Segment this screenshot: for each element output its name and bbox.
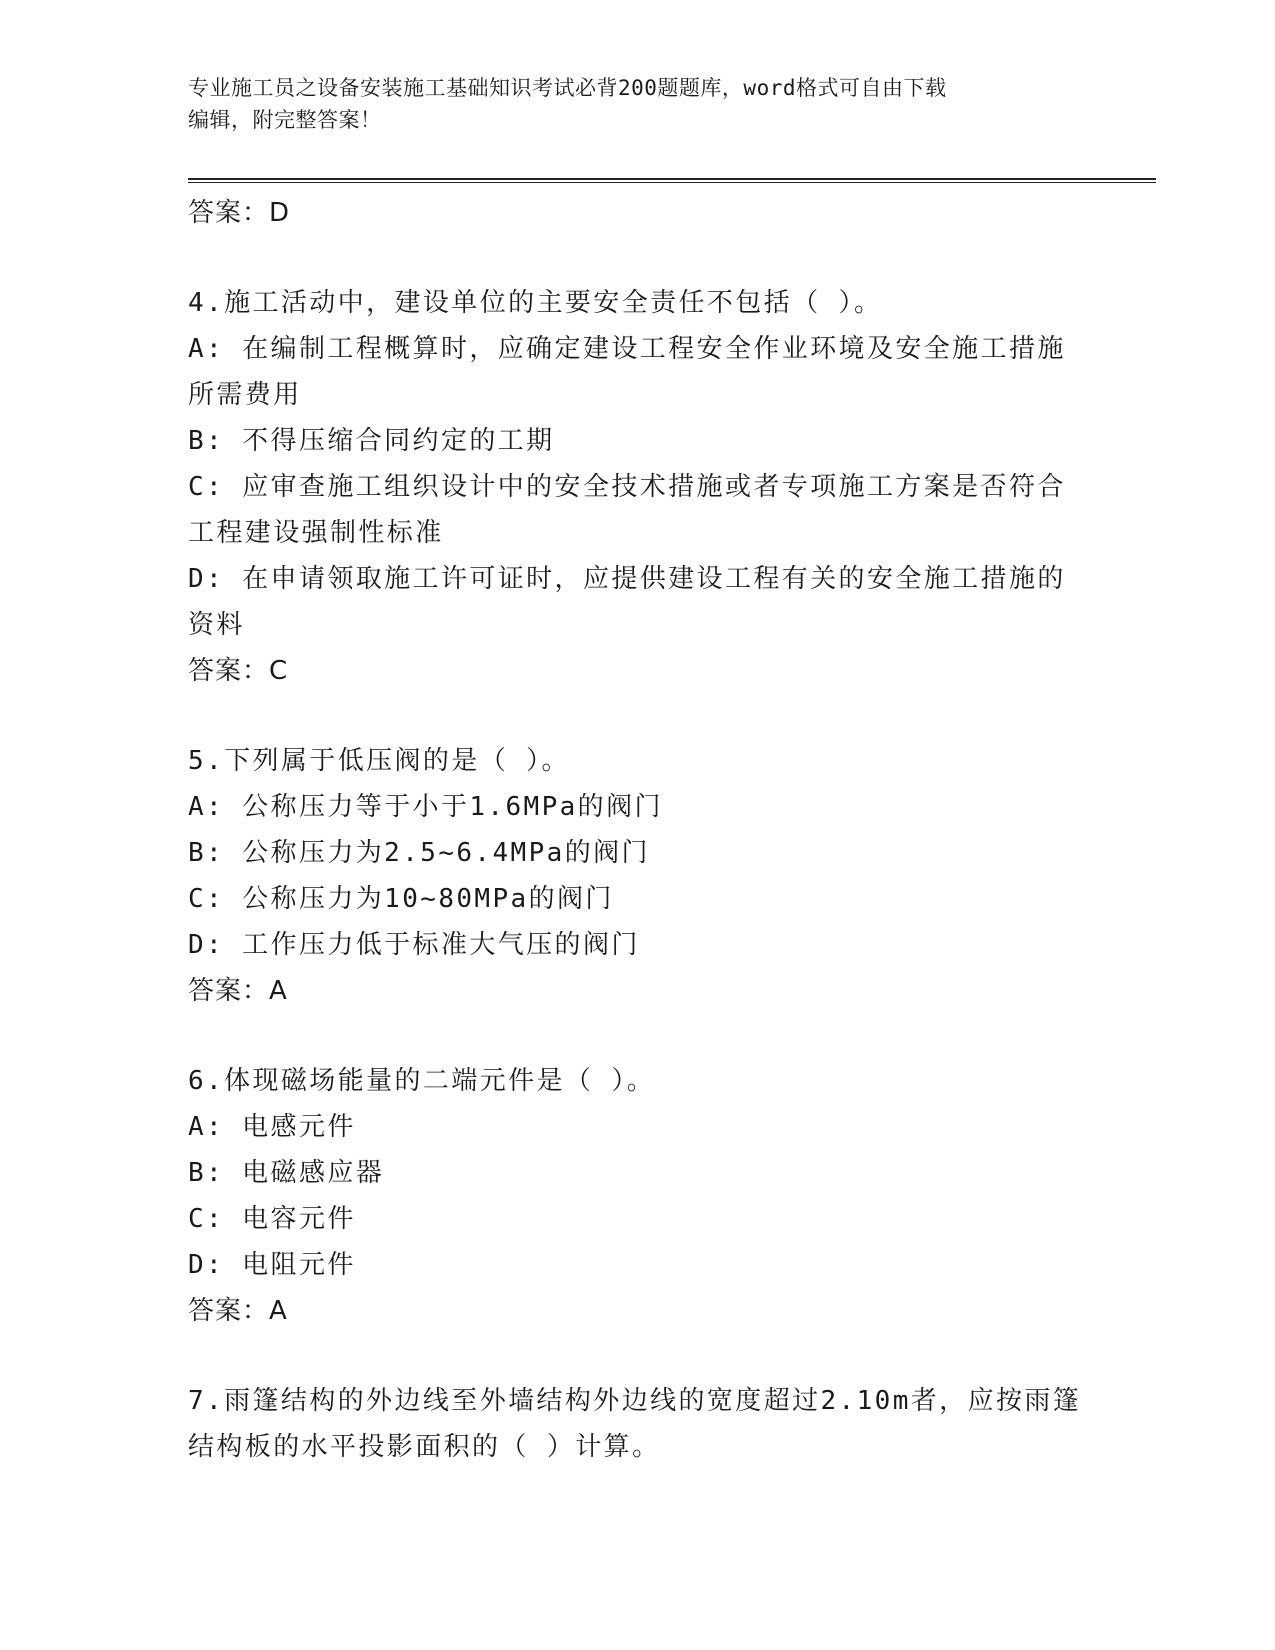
spacer bbox=[188, 694, 1088, 738]
spacer bbox=[188, 1334, 1088, 1378]
spacer bbox=[188, 236, 1088, 280]
option-a: A: 在编制工程概算时，应确定建设工程安全作业环境及安全施工措施所需费用 bbox=[188, 334, 1066, 410]
spacer bbox=[188, 1014, 1088, 1058]
answer-q6: 答案：A bbox=[188, 1296, 288, 1326]
document-body bbox=[188, 190, 1088, 1470]
question-5 bbox=[188, 738, 1088, 1014]
option-c: C: 电容元件 bbox=[188, 1204, 356, 1234]
option-b: B: 电磁感应器 bbox=[188, 1158, 385, 1188]
option-b: B: 不得压缩合同约定的工期 bbox=[188, 426, 555, 456]
option-c: C: 公称压力为10~80MPa的阀门 bbox=[188, 884, 614, 914]
header-line-2: 编辑，附完整答案！ bbox=[188, 108, 382, 132]
header-divider bbox=[188, 178, 1156, 183]
option-c: C: 应审查施工组织设计中的安全技术措施或者专项施工方案是否符合工程建设强制性标准 bbox=[188, 472, 1066, 548]
answer-q3: 答案：D bbox=[188, 198, 291, 228]
question-7 bbox=[188, 1378, 1088, 1470]
option-a: A: 公称压力等于小于1.6MPa的阀门 bbox=[188, 792, 663, 822]
answer-q5: 答案：A bbox=[188, 976, 288, 1006]
header-line-1: 专业施工员之设备安装施工基础知识考试必背200题题库，word格式可自由下载 bbox=[188, 76, 947, 100]
question-stem: 6.体现磁场能量的二端元件是（ ）。 bbox=[188, 1066, 656, 1096]
option-b: B: 公称压力为2.5~6.4MPa的阀门 bbox=[188, 838, 650, 868]
answer-q4: 答案：C bbox=[188, 656, 289, 686]
question-6 bbox=[188, 1058, 1088, 1334]
option-d: D: 工作压力低于标准大气压的阀门 bbox=[188, 930, 640, 960]
question-stem: 5.下列属于低压阀的是（ ）。 bbox=[188, 746, 570, 776]
question-stem: 4.施工活动中，建设单位的主要安全责任不包括（ ）。 bbox=[188, 288, 883, 318]
page-header bbox=[188, 72, 1088, 136]
option-d: D: 在申请领取施工许可证时，应提供建设工程有关的安全施工措施的资料 bbox=[188, 564, 1066, 640]
question-4 bbox=[188, 280, 1088, 694]
option-a: A: 电感元件 bbox=[188, 1112, 356, 1142]
option-d: D: 电阻元件 bbox=[188, 1250, 356, 1280]
question-stem: 7.雨篷结构的外边线至外墙结构外边线的宽度超过2.10m者，应按雨篷结构板的水平投影面积的（ ）计算。 bbox=[188, 1386, 1082, 1462]
